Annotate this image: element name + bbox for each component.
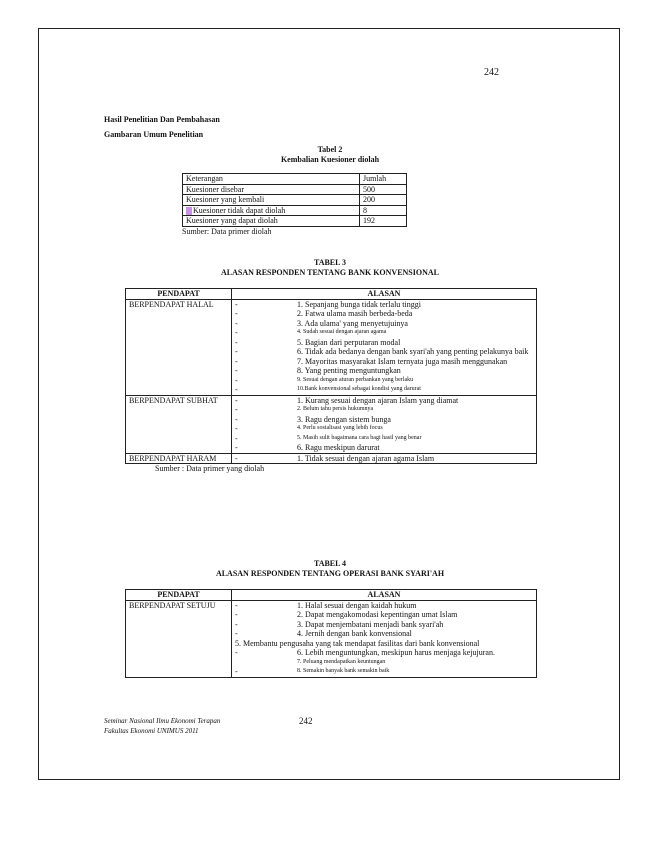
pendapat-cell: BERPENDAPAT HALAL — [126, 299, 232, 395]
pendapat-cell: BERPENDAPAT SETUJU — [126, 600, 232, 677]
footer-text — [104, 716, 220, 736]
table-cell: 8 — [360, 205, 407, 216]
list-item: - 1. Kurang sesuai dengan ajaran Islam yang diamat — [235, 395, 459, 405]
table3-subtitle: ALASAN RESPONDEN TENTANG BANK KONVENSIONAL — [221, 268, 439, 277]
list-item: - 7. Mayoritas masyarakat Islam ternyata juga masih menggunakan — [235, 356, 508, 366]
table-row — [183, 195, 407, 206]
table4-subtitle: ALASAN RESPONDEN TENTANG OPERASI BANK SYARI'AH — [215, 569, 445, 578]
list-item: 7. Peluang mendapatkan keuntungan — [297, 658, 386, 665]
list-item: - 4. Sudah sesuai dengan ajaran agama — [235, 328, 387, 337]
table-row — [126, 299, 537, 395]
table-row — [126, 395, 537, 453]
table-row — [183, 184, 407, 195]
list-item: - 3. Ragu dengan sistem bunga — [235, 414, 391, 424]
list-item: - 5. Bagian dari perputaran modal — [235, 337, 401, 347]
table4-header-cell: PENDAPAT — [126, 590, 232, 601]
document-page — [38, 28, 620, 780]
list-item: - 5. Masih sulit bagaimana cara bagi hasil yang benar — [235, 433, 422, 443]
table4-header-cell: ALASAN — [232, 590, 537, 601]
list-item: - 6. Ragu meskipun darurat — [235, 443, 380, 452]
list-item: - 1. Sepanjang bunga tidak terlalu tinggi — [235, 299, 421, 309]
table3-source: Sumber : Data primer yang diolah — [155, 464, 265, 473]
table3-wrapper — [125, 288, 537, 473]
list-item: - 4. Jernih dengan bank konvensional — [235, 629, 412, 638]
alasan-cell — [232, 453, 537, 464]
table3-header-cell: PENDAPAT — [126, 289, 232, 300]
page-number: 242 — [484, 67, 499, 78]
list-item: - 9. Sesuai dengan aturan perbankan yang berlaku — [235, 375, 414, 385]
alasan-cell — [232, 395, 537, 453]
table-cell: Kuesioner disebar — [183, 184, 360, 195]
table2-subtitle: Kembalian Kuesioner diolah — [280, 155, 380, 164]
section-heading: Hasil Penelitian Dan Pembahasan — [104, 115, 220, 124]
table4-header-row — [126, 590, 537, 601]
alasan-cell — [232, 299, 537, 395]
table3 — [125, 288, 537, 464]
table-cell-text: Kuesioner tidak dapat diolah — [193, 205, 286, 215]
table2-header-row — [183, 174, 407, 185]
table2-wrapper — [182, 173, 407, 236]
list-item: - 2. Belum tahu persis hukumnya — [235, 405, 374, 414]
table-row — [126, 453, 537, 464]
table2-header-cell: Keterangan — [183, 174, 360, 185]
list-item: - 2. Fatwa ulama masih berbeda-beda — [235, 309, 413, 318]
list-item: - 3. Dapat menjembatani menjadi bank syari'ah — [235, 619, 444, 629]
footer-line: Fakultas Ekonomi UNIMUS 2011 — [104, 727, 199, 735]
table-cell: 200 — [360, 195, 407, 206]
table-cell: 500 — [360, 184, 407, 195]
text-highlight — [186, 207, 192, 215]
table2-header-cell: Jumlah — [360, 174, 407, 185]
list-item: - 6. Lebih menguntungkan, meskipun harus menjaga kejujuran. — [235, 648, 495, 657]
table4-title: TABEL 4 — [313, 559, 347, 568]
alasan-cell — [232, 600, 537, 677]
list-item: - 1. Halal sesuai dengan kaidah hukum — [235, 600, 417, 610]
table4 — [125, 589, 537, 678]
pendapat-cell: BERPENDAPAT HARAM — [126, 453, 232, 464]
table-cell: Kuesioner yang dapat diolah — [183, 216, 360, 227]
table-row — [183, 205, 407, 216]
table3-title: TABEL 3 — [313, 258, 347, 267]
table-cell — [183, 205, 360, 216]
table-row — [183, 216, 407, 227]
list-item: - 3. Ada ulama' yang menyetujuinya — [235, 318, 408, 328]
table2-title: Tabel 2 — [317, 145, 343, 154]
list-item: - 6. Tidak ada bedanya dengan bank syari'ah yang penting pelakunya baik — [235, 347, 529, 356]
list-item: - 1. Tidak sesuai dengan ajaran agama Islam — [235, 453, 435, 463]
list-item: - 4. Perlu sosialisasi yang lebih focus — [235, 424, 383, 433]
list-item: - 8. Yang penting menguntungkan — [235, 366, 401, 375]
table-cell: 192 — [360, 216, 407, 227]
table3-header-cell: ALASAN — [232, 289, 537, 300]
table-row — [126, 600, 537, 677]
table4-wrapper — [125, 589, 537, 678]
table2-source: Sumber: Data primer diolah — [182, 226, 272, 236]
footer-page-number: 242 — [299, 716, 313, 726]
footer-line: Seminar Nasional Ilmu Ekonomi Terapan — [104, 717, 221, 725]
list-item: 5. Membantu pengusaha yang tak mendapat fasilitas dari bank konvensional — [235, 638, 480, 648]
list-item: - 10.Bank konvensional sebagai kondisi yang darurat — [235, 385, 421, 394]
list-item: - 8. Semakin banyak bank semakin baik — [235, 667, 390, 676]
table3-header-row — [126, 289, 537, 300]
list-item: - 2. Dapat mengakomodasi kepentingan umat Islam — [235, 610, 458, 619]
table2 — [182, 173, 407, 227]
subsection-heading: Gambaran Umum Penelitian — [104, 130, 204, 139]
pendapat-cell: BERPENDAPAT SUBHAT — [126, 395, 232, 453]
table-cell: Kuesioner yang kembali — [183, 195, 360, 206]
